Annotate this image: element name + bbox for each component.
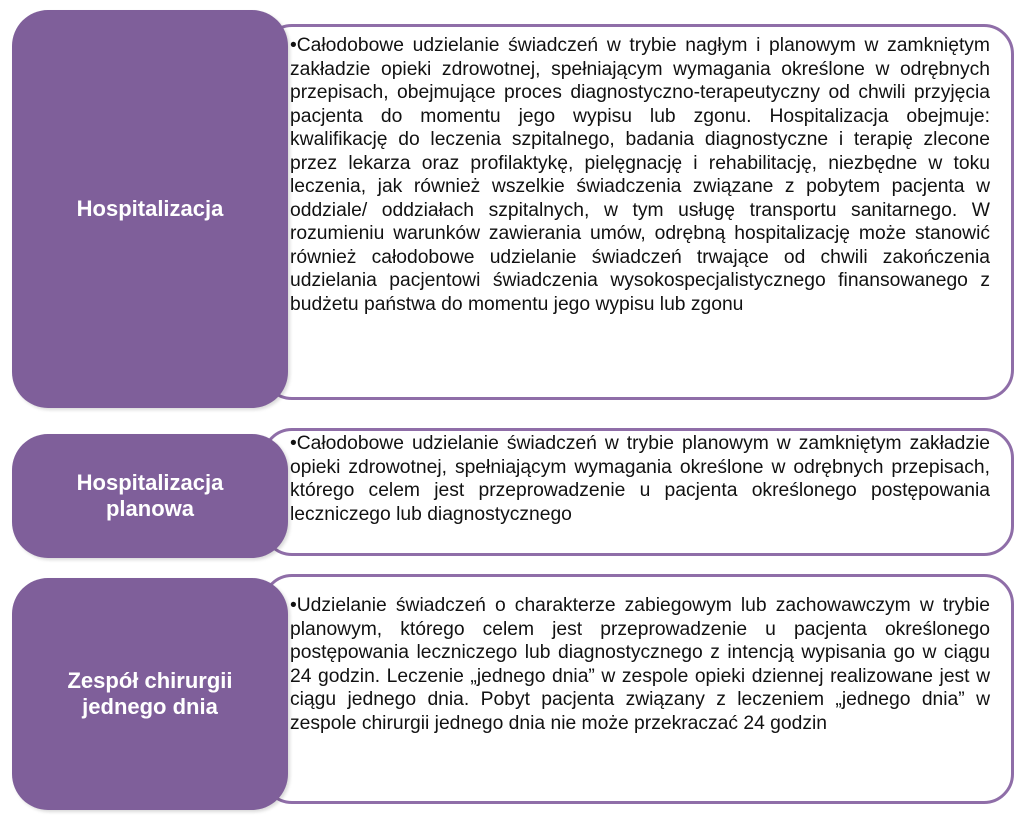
term-label-box	[12, 10, 288, 408]
definition-text: •Udzielanie świadczeń o charakterze zabiegowym lub zachowawczym w trybie planowym, którego celem jest przeprowadzenie u pacjenta określonego postępowania leczniczego lub diagnostycznego z intencją wypisania go w ciągu 24 godzin. Leczenie „jednego dnia” w zespole opieki dziennej realizowane jest w ciągu jednego dnia. Pobyt pacjenta związany z leczeniem „jednego dnia” w zespole chirurgii jednego dnia nie może przekraczać 24 godzin	[290, 595, 990, 734]
term-label: Hospitalizacja planowa	[76, 470, 224, 521]
term-label: Zespół chirurgii jednego dnia	[67, 668, 233, 719]
term-label: Hospitalizacja	[76, 196, 224, 221]
term-label-box	[12, 434, 288, 558]
term-label-box	[12, 578, 288, 810]
definition-text: •Całodobowe udzielanie świadczeń w trybie nagłym i planowym w zamkniętym zakładzie opieki zdrowotnej, spełniającym wymagania określone w odrębnych przepisach, obejmujące proces diagnostyczno-terapeutyczny od chwili przyjęcia pacjenta do momentu jego wypisu lub zgonu. Hospitalizacja obejmuje: kwalifikację do leczenia szpitalnego, badania diagnostyczne i terapię zlecone przez lekarza oraz profilaktykę, pielęgnację i rehabilitację, niezbędne w toku leczenia, jak również wszelkie świadczenia związane z pobytem pacjenta w oddziale/ oddziałach szpitalnych, w tym usługę transportu sanitarnego. W rozumieniu warunków zawierania umów, odrębną hospitalizację może stanowić również całodobowe udzielanie świadczeń trwające od chwili zakończenia udzielania pacjentowi świadczenia wysokospecjalistycznego finansowanego z budżetu państwa do momentu jego wypisu lub zgonu	[290, 35, 990, 315]
definition-text: •Całodobowe udzielanie świadczeń w trybie planowym w zamkniętym zakładzie opieki zdrowotnej, spełniającym wymagania określone w odrębnych przepisach, którego celem jest przeprowadzenie u pacjenta określonego postępowania leczniczego lub diagnostycznego	[290, 433, 990, 525]
